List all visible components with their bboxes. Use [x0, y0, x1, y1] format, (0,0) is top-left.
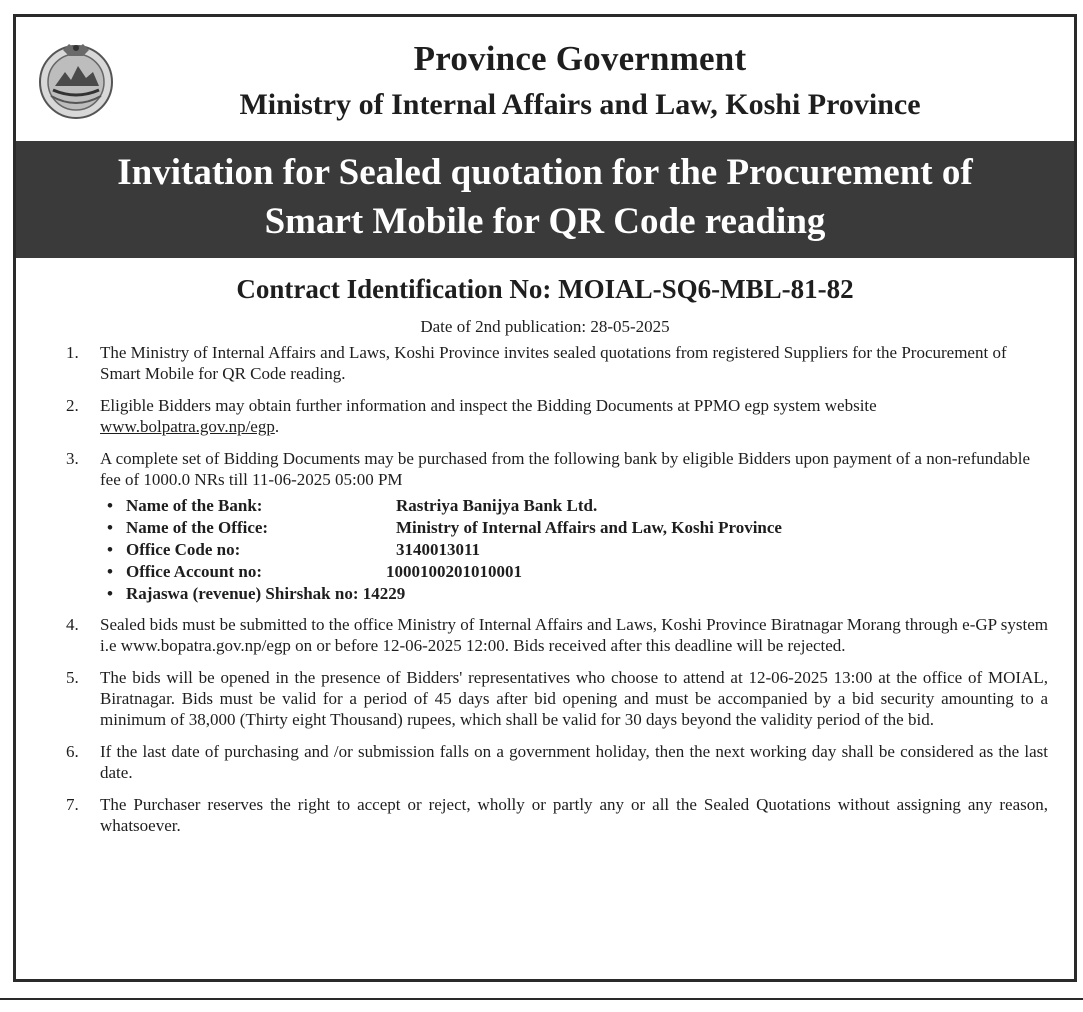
bank-detail-item: • Rajaswa (revenue) Shirshak no: 14229	[126, 583, 1048, 605]
notice-items	[36, 342, 1048, 847]
list-item: 2. Eligible Bidders may obtain further information and inspect the Bidding Documents at PPMO egp system website www.bolpatra.gov.np/egp.	[66, 396, 877, 436]
notice-header	[16, 17, 1074, 141]
list-item: 7. The Purchaser reserves the right to accept or reject, wholly or partly any or all the Sealed Quotations without assigning any reason, whatsoever.	[66, 795, 1048, 835]
title-banner	[16, 141, 1074, 258]
bolpatra-link[interactable]: www.bolpatra.gov.np/egp	[100, 417, 275, 436]
list-item: 1. The Ministry of Internal Affairs and Laws, Koshi Province invites sealed quotations from registered Suppliers for the Procurement of Smart Mobile for QR Code reading.	[66, 343, 1007, 383]
header-subtitle: Ministry of Internal Affairs and Law, Koshi Province	[239, 88, 921, 121]
contract-id: Contract Identification No: MOIAL-SQ6-MBL-81-82	[236, 274, 854, 304]
list-item: 4. Sealed bids must be submitted to the office Ministry of Internal Affairs and Laws, Koshi Province Biratnagar Morang through e-GP system i.e www.bopatra.gov.np/egp on or before 12-06-2025 12:00. Bids received after this deadline will be rejected.	[66, 615, 1048, 655]
bank-detail-item: • Name of the Bank: Rastriya Banijya Bank Ltd.	[126, 495, 1048, 517]
bank-detail-item: • Office Code no: 3140013011	[126, 539, 1048, 561]
list-item: 5. The bids will be opened in the presence of Bidders' representatives who choose to attend at 12-06-2025 13:00 at the office of MOIAL, Biratnagar. Bids must be valid for a period of 45 days after bid opening and must be accompanied by a bid security amounting to a minimum of 38,000 (Thirty eight Thousand) rupees, which shall be valid for 30 days beyond the validity period of the bid.	[66, 668, 1048, 729]
bank-detail-item: • Name of the Office: Ministry of Internal Affairs and Law, Koshi Province	[126, 517, 1048, 539]
list-item: 3. A complete set of Bidding Documents may be purchased from the following bank by eligible Bidders upon payment of a non-refundable fee of 1000.0 NRs till 11-06-2025 05:00 PM • Name of the Bank: Rastriya Banijya Bank Ltd. • Name of the Office: Ministry of Internal Affairs and Law, Koshi Province • Office Code no: 3140013011 • Office Account no: 1000100201010001 • Rajaswa (revenue) Shirshak no: 14229	[36, 448, 1048, 605]
list-item: 6. If the last date of purchasing and /or submission falls on a government holiday, then the next working day shall be considered as the last date.	[66, 742, 1048, 782]
banner-line-2: Smart Mobile for QR Code reading	[264, 201, 826, 242]
publication-date: Date of 2nd publication: 28-05-2025	[420, 317, 670, 336]
banner-line-1: Invitation for Sealed quotation for the Procurement of	[117, 152, 973, 193]
bank-details	[100, 495, 1048, 605]
header-title: Province Government	[413, 39, 747, 78]
bank-detail-item: • Office Account no: 1000100201010001	[126, 561, 1048, 583]
bottom-divider	[0, 998, 1083, 1000]
notice-frame	[13, 14, 1077, 982]
